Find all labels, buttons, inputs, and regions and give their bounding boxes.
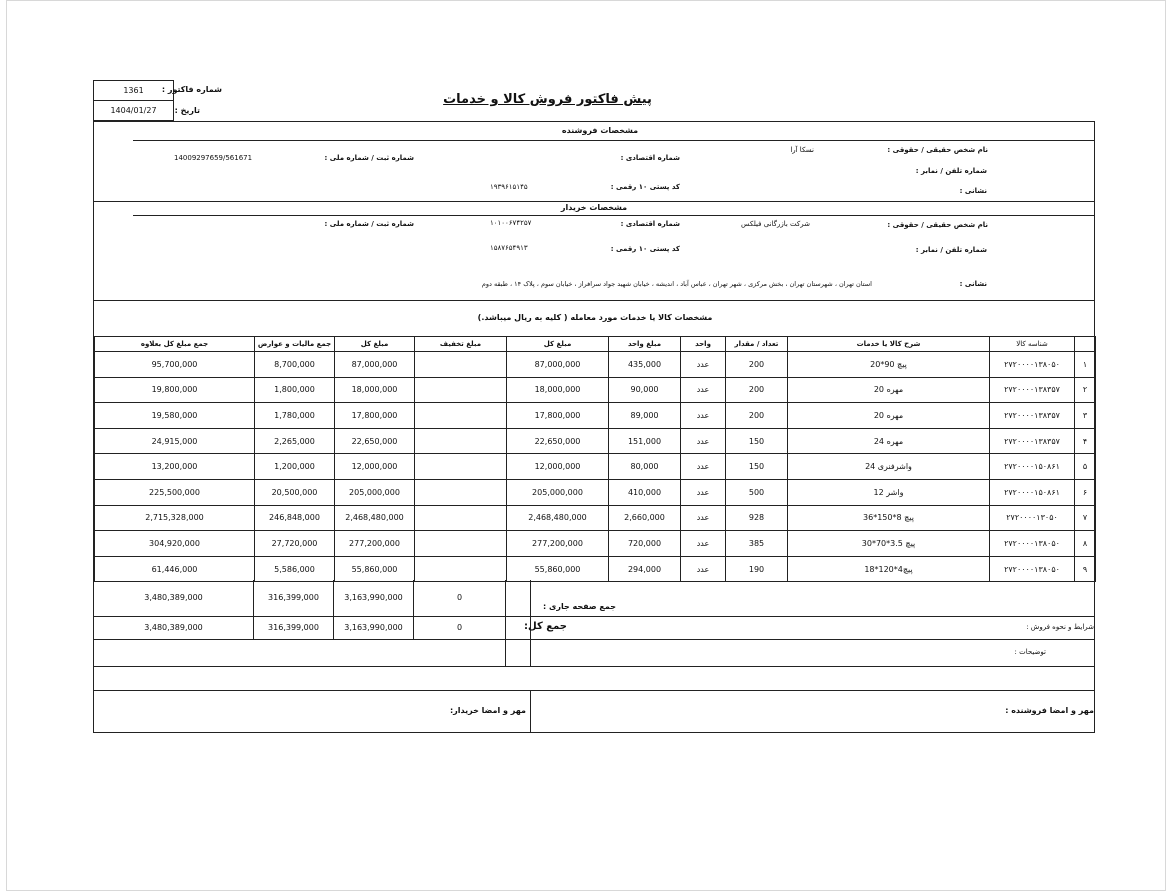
cell-quantity: 200	[726, 377, 788, 403]
cell-code: ۲۷۲۰۰۰۰۱۳۰۵۰	[990, 505, 1075, 531]
cell-amount: 12,000,000	[507, 454, 609, 480]
cell-amount: 55,860,000	[507, 556, 609, 582]
buyer-header: مشخصات خریدار	[560, 203, 628, 212]
cell-unit-price: 435,000	[609, 352, 681, 378]
cell-discount	[415, 428, 507, 454]
cell-unit-price: 89,000	[609, 403, 681, 429]
items-table	[94, 336, 1096, 582]
cell-total: 2,468,480,000	[335, 505, 415, 531]
invoice-number: 1361	[123, 86, 144, 95]
cell-discount	[415, 377, 507, 403]
invoice-number-label: شماره فاکتور :	[161, 85, 222, 94]
cell-quantity: 200	[726, 352, 788, 378]
cell-row-number: ۱	[1075, 352, 1096, 378]
cell-grand: 19,580,000	[95, 403, 255, 429]
cell-grand: 304,920,000	[95, 531, 255, 557]
invoice-date-label: تاریخ :	[174, 106, 200, 115]
table-row	[95, 531, 1096, 557]
cell-grand: 13,200,000	[95, 454, 255, 480]
cell-unit: عدد	[681, 377, 726, 403]
cell-total: 17,800,000	[335, 403, 415, 429]
cell-tax: 1,800,000	[255, 377, 335, 403]
cell-unit: عدد	[681, 505, 726, 531]
cell-row-number: ۳	[1075, 403, 1096, 429]
cell-description: مهره 20	[788, 377, 990, 403]
cell-discount	[415, 556, 507, 582]
cell-total: 18,000,000	[335, 377, 415, 403]
cell-tax: 1,780,000	[255, 403, 335, 429]
page-discount-total: 0	[456, 593, 463, 602]
cell-unit-price: 2,660,000	[609, 505, 681, 531]
cell-total: 55,860,000	[335, 556, 415, 582]
page-total-label: جمع صفحه جاری :	[543, 602, 616, 611]
cell-row-number: ۵	[1075, 454, 1096, 480]
cell-tax: 246,848,000	[255, 505, 335, 531]
grand-grand-total: 3,480,389,000	[144, 623, 203, 632]
cell-description: پیچ4*120*18	[788, 556, 990, 582]
cell-row-number: ۸	[1075, 531, 1096, 557]
col-row	[1075, 337, 1096, 352]
seller-economic-label: شماره اقتصادی :	[620, 154, 680, 162]
cell-tax: 27,720,000	[255, 531, 335, 557]
cell-amount: 205,000,000	[507, 479, 609, 505]
table-row	[95, 403, 1096, 429]
cell-tax: 2,265,000	[255, 428, 335, 454]
table-row	[95, 479, 1096, 505]
buyer-address: استان تهران ، شهرستان تهران ، بخش مرکزی ، شهر تهران ، عباس آباد ، اندیشه ، خیابان شهید جواد سرافراز ، خیابان سوم ، پلاک ۱۴ ، طبقه دوم	[481, 280, 872, 288]
cell-row-number: ۷	[1075, 505, 1096, 531]
col-tax: جمع مالیات و عوارض	[255, 337, 335, 352]
seller-signature-label: مهر و امضا فروشنده :	[1005, 706, 1094, 715]
col-unit-price: مبلغ واحد	[609, 337, 681, 352]
seller-name: نسکا آرا	[790, 146, 814, 154]
invoice-title: پیش فاکتور فروش کالا و خدمات	[443, 92, 652, 107]
seller-header: مشخصات فروشنده	[561, 126, 639, 135]
cell-code: ۲۷۲۰۰۰۰۱۵۰۸۶۱	[990, 479, 1075, 505]
buyer-address-label: نشانی :	[959, 280, 987, 288]
grand-discount-total: 0	[456, 623, 463, 632]
buyer-phone-label: شماره تلفن / نمابر :	[915, 246, 987, 254]
cell-grand: 225,500,000	[95, 479, 255, 505]
cell-total: 277,200,000	[335, 531, 415, 557]
col-quantity: تعداد / مقدار	[726, 337, 788, 352]
cell-unit: عدد	[681, 352, 726, 378]
cell-quantity: 150	[726, 428, 788, 454]
goods-header: مشخصات کالا یا خدمات مورد معامله ( کلیه به ریال میباشد.)	[477, 313, 713, 322]
col-unit: واحد	[681, 337, 726, 352]
cell-amount: 87,000,000	[507, 352, 609, 378]
buyer-name: شرکت بازرگانی فیلکس	[740, 220, 810, 228]
cell-discount	[415, 403, 507, 429]
cell-discount	[415, 531, 507, 557]
table-row	[95, 428, 1096, 454]
cell-tax: 1,200,000	[255, 454, 335, 480]
page-grand-total: 3,480,389,000	[144, 593, 203, 602]
cell-grand: 24,915,000	[95, 428, 255, 454]
cell-amount: 18,000,000	[507, 377, 609, 403]
cell-discount	[415, 454, 507, 480]
cell-amount: 2,468,480,000	[507, 505, 609, 531]
table-row	[95, 556, 1096, 582]
cell-tax: 8,700,000	[255, 352, 335, 378]
invoice-date: 1404/01/27	[110, 106, 157, 115]
cell-grand: 19,800,000	[95, 377, 255, 403]
cell-description: پیچ 8*150*36	[788, 505, 990, 531]
cell-code: ۲۷۲۰۰۰۰۱۵۰۸۶۱	[990, 454, 1075, 480]
cell-grand: 95,700,000	[95, 352, 255, 378]
cell-code: ۲۷۲۰۰۰۰۱۳۸۰۵۰	[990, 556, 1075, 582]
cell-quantity: 500	[726, 479, 788, 505]
col-description: شرح کالا یا خدمات	[788, 337, 990, 352]
cell-quantity: 385	[726, 531, 788, 557]
buyer-postal-label: کد پستی ۱۰ رقمی :	[610, 245, 680, 253]
cell-code: ۲۷۲۰۰۰۰۱۳۸۳۵۷	[990, 377, 1075, 403]
cell-discount	[415, 505, 507, 531]
cell-unit-price: 720,000	[609, 531, 681, 557]
cell-row-number: ۲	[1075, 377, 1096, 403]
table-row	[95, 505, 1096, 531]
cell-total: 205,000,000	[335, 479, 415, 505]
buyer-economic-label: شماره اقتصادی :	[620, 220, 680, 228]
cell-unit-price: 90,000	[609, 377, 681, 403]
col-total: مبلغ کل	[335, 337, 415, 352]
cell-unit-price: 151,000	[609, 428, 681, 454]
cell-description: واشرفنری 24	[788, 454, 990, 480]
items-header-row	[95, 337, 1096, 352]
buyer-name-label: نام شخص حقیقی / حقوقی :	[887, 221, 988, 229]
cell-description: مهره 20	[788, 403, 990, 429]
cell-tax: 20,500,000	[255, 479, 335, 505]
cell-tax: 5,586,000	[255, 556, 335, 582]
seller-reg-label: شماره ثبت / شماره ملی :	[324, 154, 414, 162]
seller-postal: ۱۹۳۹۶۱۵۱۴۵	[490, 183, 528, 191]
cell-amount: 277,200,000	[507, 531, 609, 557]
cell-total: 87,000,000	[335, 352, 415, 378]
seller-postal-label: کد پستی ۱۰ رقمی :	[610, 183, 680, 191]
cell-description: پیچ 3.5*70*30	[788, 531, 990, 557]
cell-description: مهره 24	[788, 428, 990, 454]
buyer-postal: ۱۵۸۷۶۵۴۹۱۳	[490, 244, 528, 252]
cell-unit: عدد	[681, 556, 726, 582]
cell-quantity: 150	[726, 454, 788, 480]
cell-grand: 2,715,328,000	[95, 505, 255, 531]
cell-unit: عدد	[681, 479, 726, 505]
table-row	[95, 454, 1096, 480]
seller-phone-label: شماره تلفن / نمابر :	[915, 167, 987, 175]
cell-discount	[415, 479, 507, 505]
cell-total: 22,650,000	[335, 428, 415, 454]
page-tax-total: 316,399,000	[268, 593, 319, 602]
cell-unit-price: 410,000	[609, 479, 681, 505]
cell-discount	[415, 352, 507, 378]
page-amount-total: 3,163,990,000	[344, 593, 403, 602]
cell-quantity: 928	[726, 505, 788, 531]
cell-unit: عدد	[681, 454, 726, 480]
grand-amount-total: 3,163,990,000	[344, 623, 403, 632]
cell-row-number: ۶	[1075, 479, 1096, 505]
table-row	[95, 377, 1096, 403]
cell-code: ۲۷۲۰۰۰۰۱۳۸۳۵۷	[990, 403, 1075, 429]
cell-unit: عدد	[681, 428, 726, 454]
cell-amount: 17,800,000	[507, 403, 609, 429]
table-row	[95, 352, 1096, 378]
cell-unit-price: 294,000	[609, 556, 681, 582]
sale-terms-label: شرایط و نحوه فروش :	[1026, 623, 1094, 631]
cell-unit-price: 80,000	[609, 454, 681, 480]
cell-quantity: 190	[726, 556, 788, 582]
cell-row-number: ۴	[1075, 428, 1096, 454]
cell-row-number: ۹	[1075, 556, 1096, 582]
cell-code: ۲۷۲۰۰۰۰۱۳۸۰۵۰	[990, 352, 1075, 378]
cell-grand: 61,446,000	[95, 556, 255, 582]
col-discount: مبلغ تخفیف	[415, 337, 507, 352]
seller-address-label: نشانی :	[959, 187, 987, 195]
grand-total-label: جمع کل:	[524, 621, 567, 632]
buyer-signature-label: مهر و امضا خریدار:	[449, 706, 526, 715]
buyer-reg-label: شماره ثبت / شماره ملی :	[324, 220, 414, 228]
cell-code: ۲۷۲۰۰۰۰۱۳۸۳۵۷	[990, 428, 1075, 454]
notes-label: توضیحات :	[1014, 648, 1046, 656]
cell-unit: عدد	[681, 531, 726, 557]
cell-description: پیچ 90*20	[788, 352, 990, 378]
cell-description: واشر 12	[788, 479, 990, 505]
col-amount: مبلغ کل	[507, 337, 609, 352]
cell-total: 12,000,000	[335, 454, 415, 480]
seller-reg: 14009297659/561671	[174, 154, 253, 162]
buyer-economic: ۱۰۱۰۰۶۷۴۲۵۷	[490, 219, 532, 227]
grand-tax-total: 316,399,000	[268, 623, 319, 632]
cell-unit: عدد	[681, 403, 726, 429]
seller-name-label: نام شخص حقیقی / حقوقی :	[887, 146, 988, 154]
cell-quantity: 200	[726, 403, 788, 429]
cell-amount: 22,650,000	[507, 428, 609, 454]
cell-code: ۲۷۲۰۰۰۰۱۳۸۰۵۰	[990, 531, 1075, 557]
col-grand: جمع مبلغ کل بعلاوه	[95, 337, 255, 352]
col-code: شناسه کالا	[990, 337, 1075, 352]
